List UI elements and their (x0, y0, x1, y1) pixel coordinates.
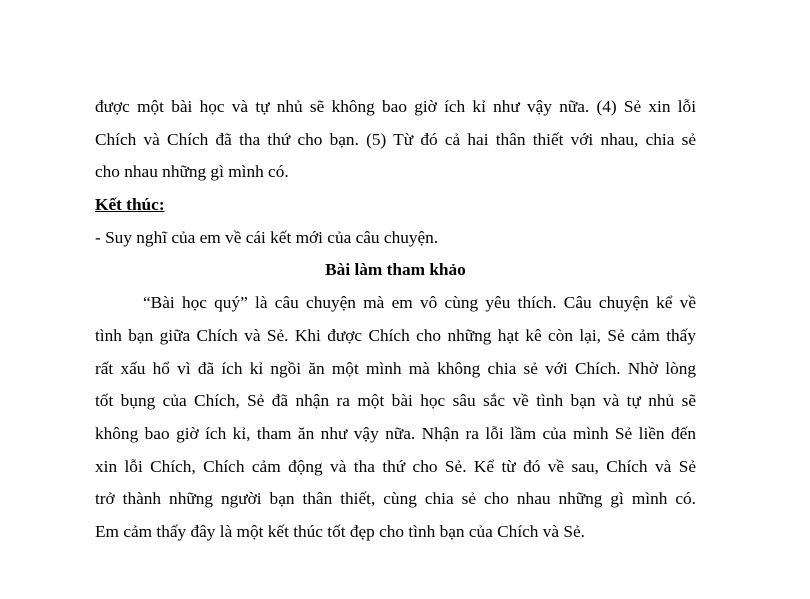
text-line: Chích và Chích đã tha thứ cho bạn. (5) Từ đó cả hai thân thiết với nhau, chia sẻ (95, 129, 696, 149)
section-heading: Kết thúc: (95, 195, 165, 215)
document-page (95, 91, 696, 549)
ending-section (95, 189, 696, 254)
essay-title: Bài làm tham khảo (325, 260, 466, 280)
text-line: xin lỗi Chích, Chích cảm động và tha thứ cho Sẻ. Kể từ đó về sau, Chích và Sẻ (95, 456, 696, 476)
intro-paragraph (95, 91, 696, 189)
text-line: không bao giờ ích kỉ, tham ăn như vậy nữa. Nhận ra lỗi lầm của mình Sẻ liền đến (95, 423, 696, 443)
text-line: được một bài học và tự nhủ sẽ không bao giờ ích kỉ như vậy nữa. (4) Sẻ xin lỗi (95, 97, 696, 116)
text-line: tình bạn giữa Chích và Sẻ. Khi được Chích cho những hạt kê còn lại, Sẻ cảm thấy (95, 325, 696, 345)
text-line: tốt bụng của Chích, Sẻ đã nhận ra một bài học sâu sắc về tình bạn và tự nhủ sẽ (95, 391, 696, 411)
text-line: rất xấu hổ vì đã ích kỉ ngồi ăn một mình mà không chia sẻ với Chích. Nhờ lòng (95, 358, 696, 378)
bullet-item: - Suy nghĩ của em về cái kết mới của câu chuyện. (95, 227, 439, 247)
text-line: trở thành những người bạn thân thiết, cùng chia sẻ cho nhau những gì mình có. (95, 489, 696, 509)
text-line: “Bài học quý” là câu chuyện mà em vô cùng yêu thích. Câu chuyện kể về (143, 293, 696, 313)
text-line: cho nhau những gì mình có. (95, 162, 289, 182)
text-line: Em cảm thấy đây là một kết thúc tốt đẹp cho tình bạn của Chích và Sẻ. (95, 521, 585, 541)
sample-essay (95, 254, 696, 548)
